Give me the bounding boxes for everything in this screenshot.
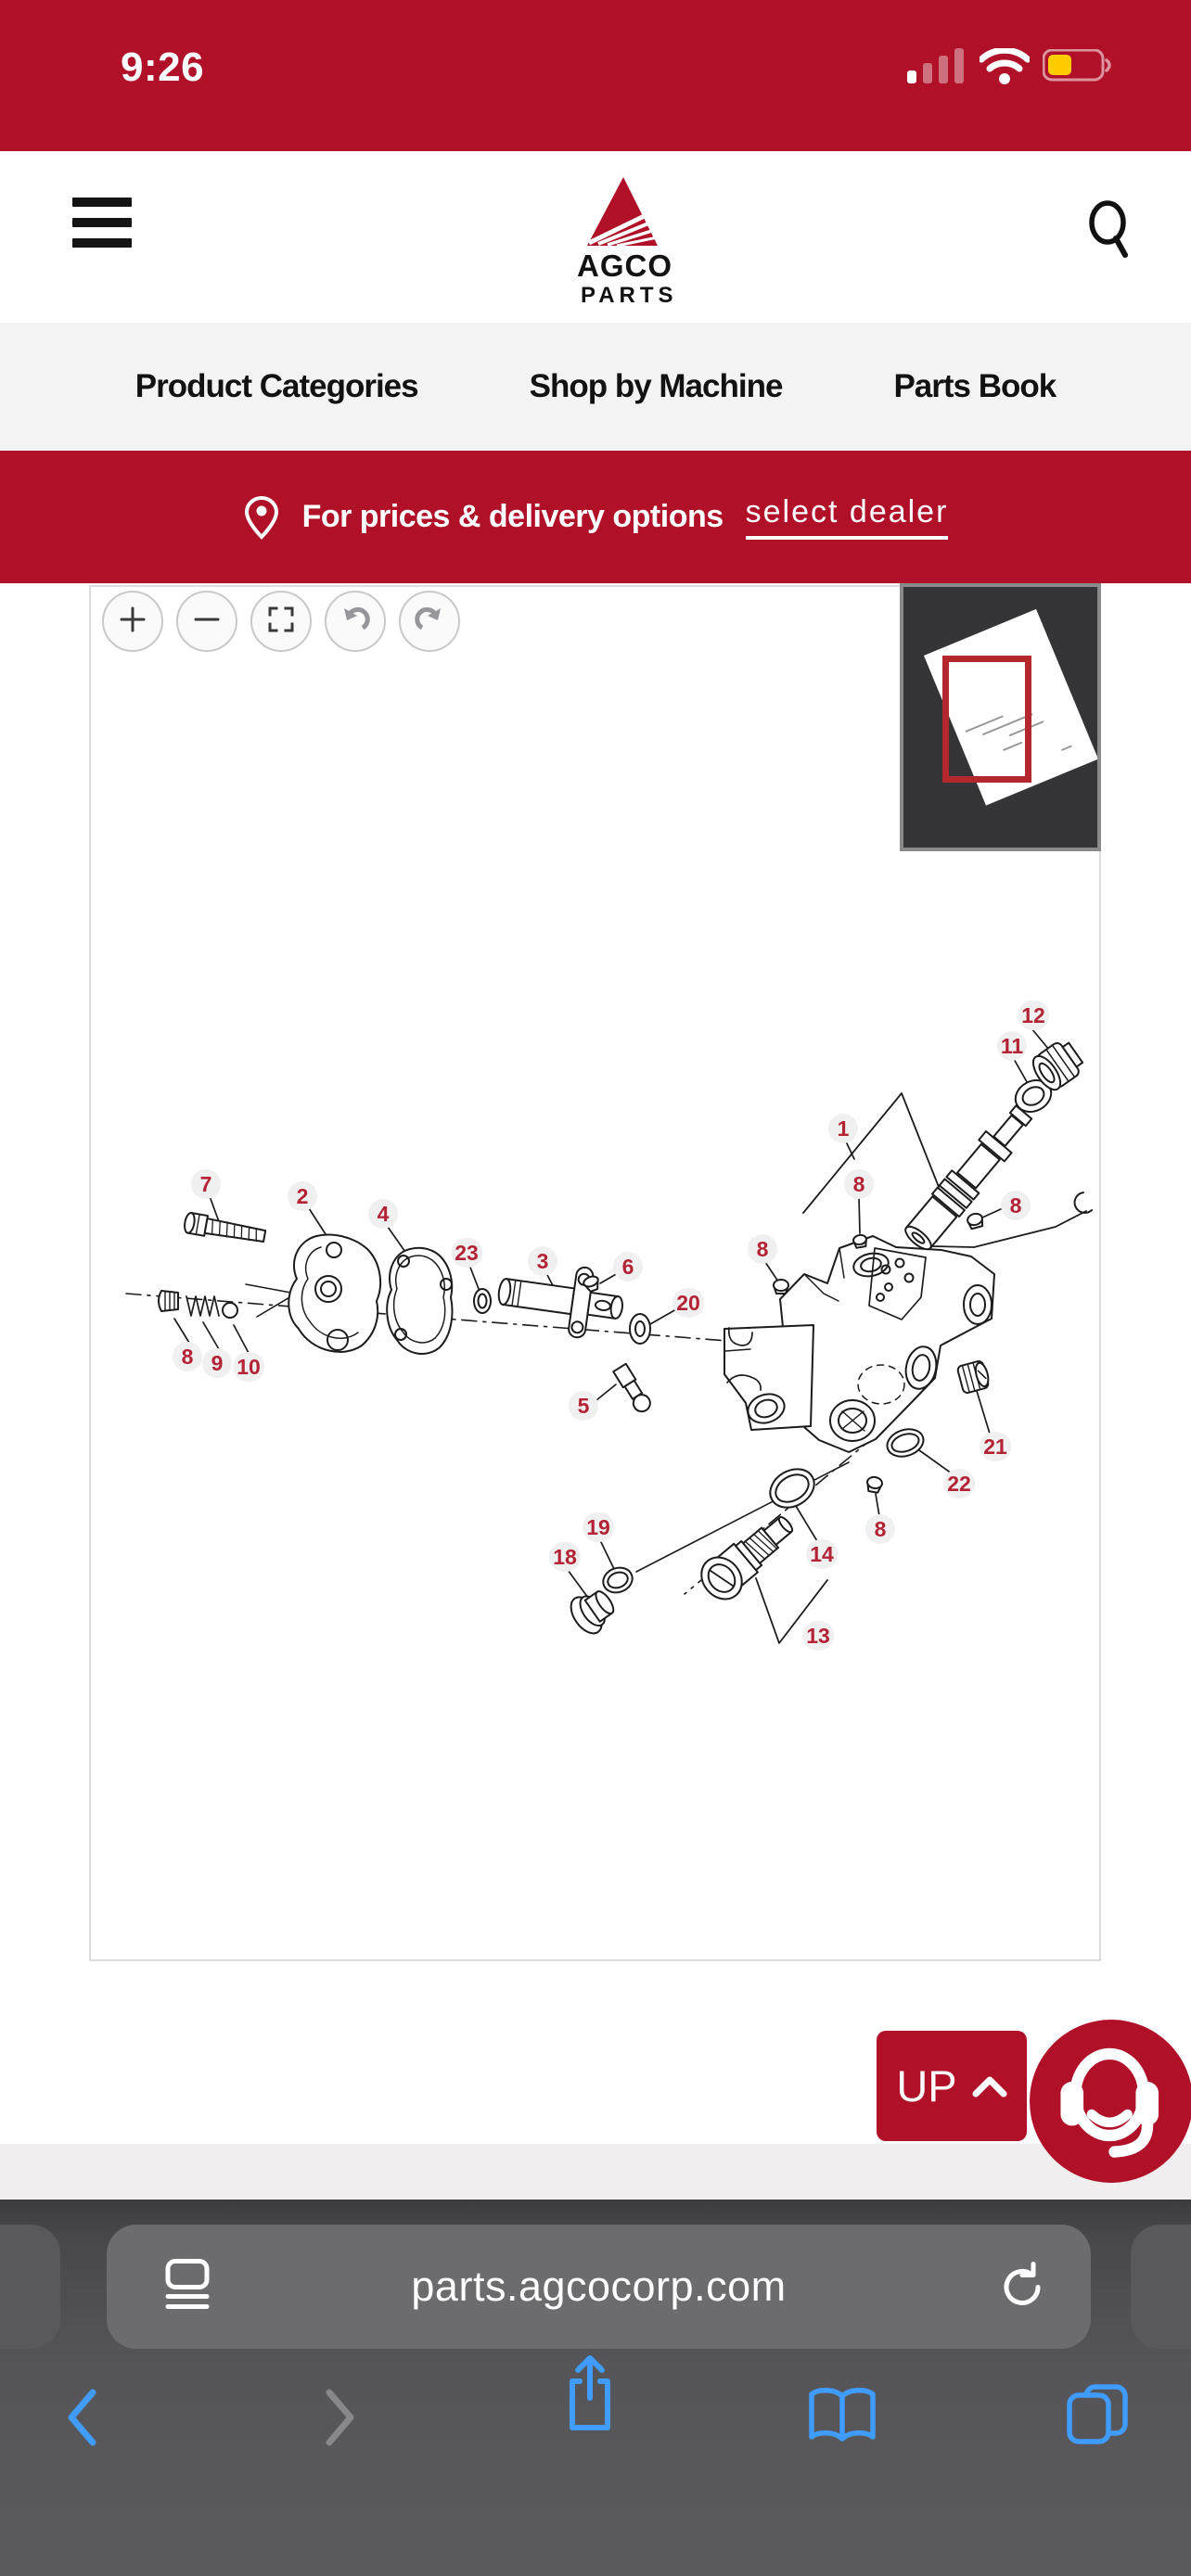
up-button-label: UP: [896, 2061, 957, 2111]
safari-bottom-chrome: [0, 2200, 1191, 2576]
main-nav: [0, 323, 1191, 451]
dealer-banner-message: For prices & delivery options: [301, 499, 724, 534]
callout-8: 8: [1001, 1191, 1031, 1220]
parts-diagram-viewer[interactable]: [89, 585, 1101, 1961]
url-text: parts.agcocorp.com: [411, 2263, 787, 2310]
search-button[interactable]: [1082, 199, 1141, 259]
minimap-viewport-rect[interactable]: [942, 656, 1031, 783]
select-dealer-link[interactable]: select dealer: [746, 494, 949, 540]
fullscreen-icon: [263, 601, 300, 643]
battery-icon: [1043, 49, 1113, 89]
callout-13: 13: [802, 1621, 834, 1651]
page-footer-strip: [0, 2144, 1191, 2200]
undo-button[interactable]: [325, 591, 386, 652]
callout-11: 11: [997, 1031, 1027, 1061]
callout-22: 22: [943, 1469, 975, 1498]
callout-14: 14: [806, 1539, 838, 1569]
callout-10: 10: [233, 1352, 264, 1382]
next-tab-fragment[interactable]: [1131, 2225, 1191, 2349]
plus-icon: [114, 601, 151, 643]
agco-triangle-icon: [585, 177, 658, 247]
headset-icon: [1030, 2020, 1191, 2183]
callout-6: 6: [613, 1252, 643, 1282]
undo-arrow-icon: [337, 601, 374, 643]
scroll-up-button[interactable]: [877, 2031, 1027, 2141]
fullscreen-button[interactable]: [250, 591, 312, 652]
back-button[interactable]: [66, 2389, 97, 2451]
callout-18: 18: [549, 1542, 581, 1572]
safari-toolbar: [0, 2374, 1191, 2467]
minus-icon: [188, 601, 225, 643]
nav-item-parts-book[interactable]: Parts Book: [893, 368, 1057, 404]
viewer-toolbar: [102, 591, 460, 652]
forward-button[interactable]: [325, 2389, 356, 2451]
status-bar: [0, 0, 1191, 151]
site-header: [0, 151, 1191, 323]
bookmarks-icon[interactable]: [807, 2387, 877, 2449]
chevron-up-icon: [972, 2075, 1007, 2098]
callout-3: 3: [528, 1246, 557, 1276]
logo-text-agco: AGCO: [577, 249, 672, 283]
location-pin-icon: [243, 495, 280, 540]
zoom-out-button[interactable]: [176, 591, 237, 652]
callout-1: 1: [828, 1114, 858, 1143]
status-icons: [907, 48, 1113, 90]
cellular-signal-icon: [907, 48, 967, 90]
share-icon[interactable]: [563, 2353, 617, 2438]
support-chat-button[interactable]: [1030, 2020, 1191, 2183]
callout-8: 8: [748, 1234, 777, 1264]
dealer-banner: [0, 451, 1191, 583]
callout-8: 8: [844, 1169, 874, 1199]
nav-item-shop-by-machine[interactable]: Shop by Machine: [529, 368, 783, 404]
reader-options-icon[interactable]: [164, 2259, 211, 2315]
callout-19: 19: [583, 1512, 614, 1542]
callout-23: 23: [451, 1238, 482, 1268]
previous-tab-fragment[interactable]: [0, 2225, 60, 2349]
agco-parts-logo[interactable]: [577, 177, 678, 309]
menu-button[interactable]: [72, 198, 132, 249]
address-bar[interactable]: [107, 2225, 1091, 2349]
wifi-icon: [980, 48, 1030, 90]
callout-20: 20: [672, 1288, 704, 1318]
callout-4: 4: [368, 1199, 398, 1229]
status-time: 9:26: [121, 45, 205, 90]
callout-12: 12: [1018, 1001, 1049, 1030]
search-icon: [1082, 199, 1141, 259]
logo-text-parts: PARTS: [581, 283, 678, 308]
callout-2: 2: [288, 1181, 317, 1211]
redo-button[interactable]: [399, 591, 460, 652]
diagram-minimap[interactable]: [900, 583, 1101, 851]
callout-9: 9: [202, 1348, 232, 1378]
callout-5: 5: [569, 1391, 598, 1421]
callout-8: 8: [173, 1342, 202, 1371]
zoom-in-button[interactable]: [102, 591, 163, 652]
callout-21: 21: [980, 1432, 1011, 1461]
callout-7: 7: [191, 1169, 221, 1199]
reload-icon[interactable]: [998, 2259, 1046, 2315]
redo-arrow-icon: [411, 601, 448, 643]
callout-8: 8: [865, 1514, 895, 1544]
tabs-icon[interactable]: [1066, 2383, 1129, 2449]
nav-item-product-categories[interactable]: Product Categories: [134, 368, 418, 404]
